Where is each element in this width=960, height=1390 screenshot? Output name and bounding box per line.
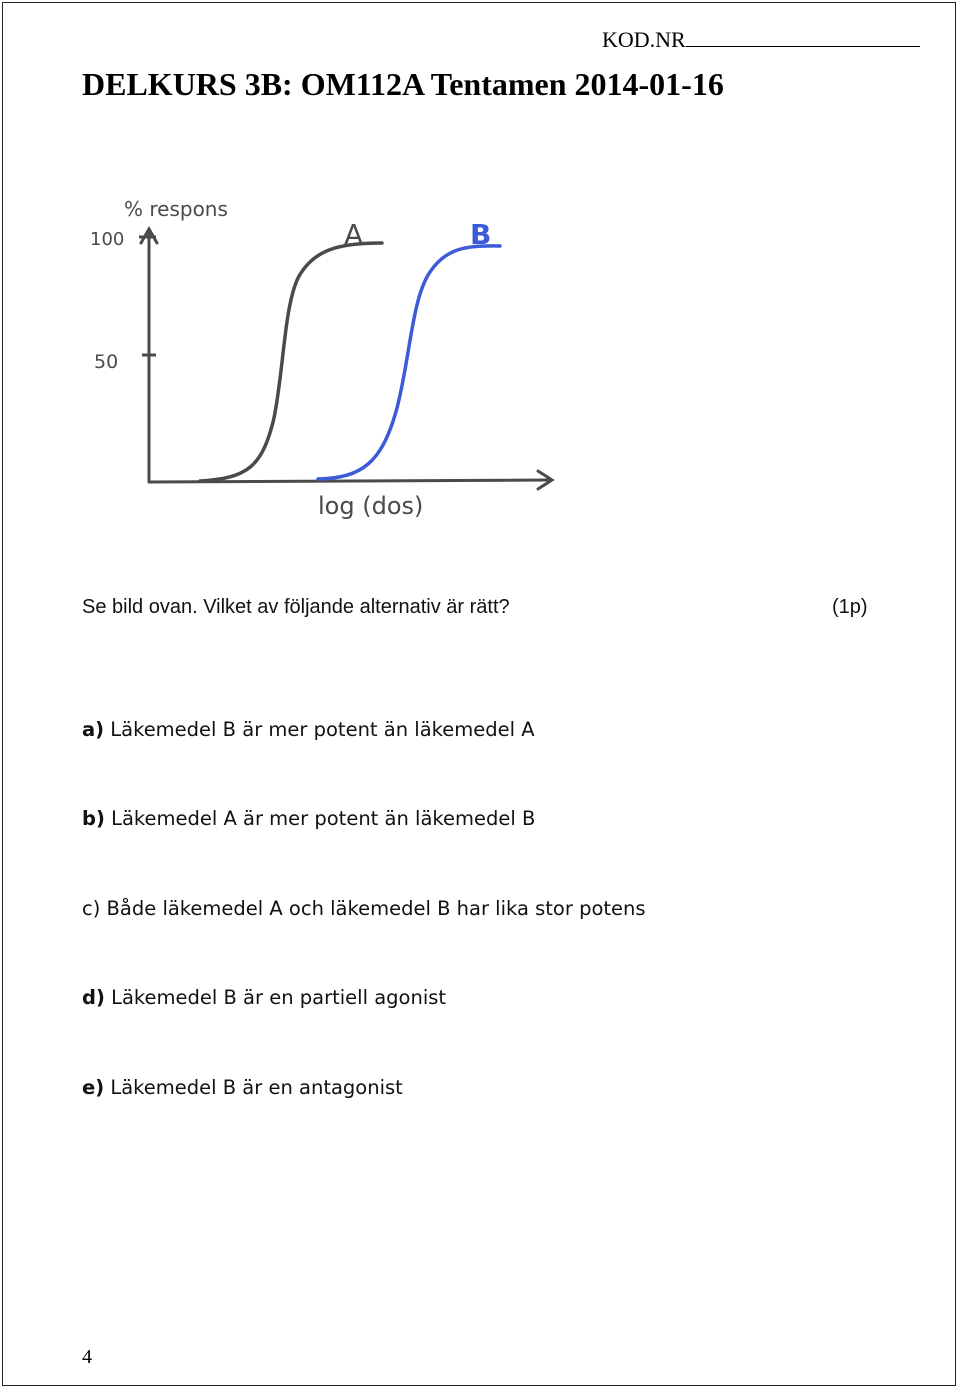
- option-a-text: Läkemedel B är mer potent än läkemedel A: [104, 718, 535, 741]
- option-a[interactable]: [82, 718, 535, 741]
- curve-a-label: A: [344, 218, 364, 251]
- option-c-letter: c): [82, 897, 101, 920]
- option-e[interactable]: [82, 1076, 403, 1099]
- code-number-field: [602, 26, 920, 53]
- option-b-letter: b): [82, 807, 105, 830]
- question-text: Se bild ovan. Vilket av följande alternativ är rätt?: [82, 596, 510, 618]
- option-e-text: Läkemedel B är en antagonist: [104, 1076, 403, 1099]
- code-number-blank-line[interactable]: [686, 26, 920, 47]
- y-tick-100-label: 100: [90, 229, 125, 250]
- code-number-label: KOD.NR: [602, 27, 686, 52]
- dose-response-graph: [82, 188, 562, 538]
- page-title: DELKURS 3B: OM112A Tentamen 2014-01-16: [82, 66, 724, 102]
- x-axis-label: log (dos): [318, 492, 424, 520]
- curve-a: [200, 243, 382, 481]
- option-b[interactable]: [82, 807, 535, 830]
- option-d-letter: d): [82, 986, 105, 1009]
- option-c[interactable]: [82, 897, 646, 920]
- option-d-text: Läkemedel B är en partiell agonist: [104, 986, 447, 1009]
- y-axis-label: % respons: [124, 197, 228, 221]
- curve-b-label: B: [470, 218, 492, 251]
- option-d[interactable]: [82, 986, 446, 1009]
- option-a-letter: a): [82, 718, 105, 741]
- y-tick-50-label: 50: [94, 351, 119, 373]
- option-c-text: Både läkemedel A och läkemedel B har lika stor potens: [100, 897, 646, 920]
- curve-b: [318, 246, 500, 479]
- option-b-text: Läkemedel A är mer potent än läkemedel B: [104, 807, 536, 830]
- question-points: (1p): [832, 596, 868, 618]
- option-e-letter: e): [82, 1076, 105, 1099]
- page-number: 4: [82, 1346, 92, 1368]
